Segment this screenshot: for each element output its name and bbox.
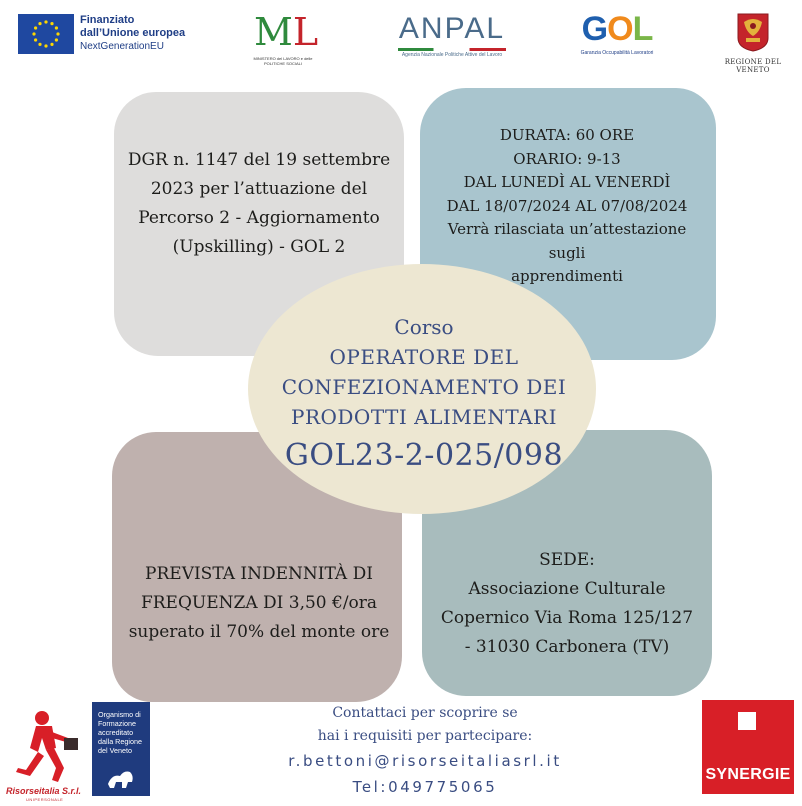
certificate-line: apprendimenti bbox=[511, 267, 623, 285]
risorseitalia-subtitle: UNIPERSONALE bbox=[26, 797, 64, 802]
contact-intro-line2: hai i requisiti per partecipare: bbox=[317, 728, 533, 744]
dates-line: DAL 18/07/2024 AL 07/08/2024 bbox=[446, 196, 688, 215]
ministero-lavoro-logo bbox=[248, 10, 318, 68]
venue-line: Copernico Via Roma 125/127 bbox=[440, 608, 694, 628]
duration-line: DURATA: 60 ORE bbox=[499, 126, 635, 144]
venue-text bbox=[430, 546, 704, 662]
eu-caption-line2: dall’Unione europea bbox=[80, 27, 186, 39]
contact-intro-line1: Contattaci per scoprire se bbox=[332, 705, 518, 721]
venue-line: - 31030 Carbonera (TV) bbox=[464, 637, 670, 657]
synergie-square-icon bbox=[738, 712, 756, 730]
course-name-line: CONFEZIONAMENTO DEI bbox=[281, 375, 567, 399]
eu-funding-logo bbox=[18, 14, 218, 58]
eu-caption bbox=[80, 14, 185, 53]
dgr-line: 2023 per l’attuazione del bbox=[150, 179, 368, 199]
contact-email-link[interactable]: r.bettoni@risorseitaliasrl.it bbox=[288, 752, 562, 770]
lion-of-saint-mark-icon bbox=[734, 12, 772, 52]
contact-block bbox=[230, 702, 620, 800]
accreditation-text: Organismo di Formazione accreditato dalla Regione del Veneto bbox=[98, 710, 142, 755]
eu-flag-icon bbox=[18, 14, 74, 54]
allowance-line: superato il 70% del monte ore bbox=[128, 622, 390, 642]
venue-line: SEDE: bbox=[539, 550, 595, 570]
eu-caption-line3: NextGenerationEU bbox=[80, 41, 164, 52]
risorseitalia-wordmark: Risorseitalia S.r.l. bbox=[6, 786, 82, 796]
running-man-icon bbox=[12, 708, 82, 786]
anpal-tricolor-bar bbox=[398, 48, 506, 51]
days-line: DAL LUNEDÌ AL VENERDÌ bbox=[463, 173, 671, 191]
eu-caption-line1: Finanziato bbox=[80, 14, 135, 26]
gol-logo bbox=[574, 10, 660, 60]
dgr-line: Percorso 2 - Aggiornamento bbox=[138, 208, 380, 228]
course-name-line: OPERATORE DEL bbox=[329, 345, 519, 369]
gol-caption: Garanzia Occupabilità Lavoratori bbox=[580, 50, 654, 56]
course-title bbox=[262, 312, 586, 478]
anpal-caption: Agenzia Nazionale Politiche Attive del Lavoro bbox=[401, 52, 503, 58]
veneto-lion-icon bbox=[106, 766, 136, 790]
dgr-reference-text bbox=[118, 146, 400, 262]
hours-line: ORARIO: 9-13 bbox=[513, 149, 621, 168]
dgr-line: (Upskilling) - GOL 2 bbox=[172, 237, 346, 257]
gol-letter-l: L bbox=[632, 10, 653, 48]
ministero-mark-l: L bbox=[292, 10, 319, 54]
course-label: Corso bbox=[394, 315, 454, 339]
regione-veneto-caption: REGIONE DEL VENETO bbox=[724, 58, 782, 74]
allowance-line: PREVISTA INDENNITÀ DI bbox=[145, 564, 373, 584]
ministero-mark bbox=[254, 10, 318, 54]
venue-line: Associazione Culturale bbox=[468, 579, 666, 599]
schedule-text bbox=[430, 124, 704, 289]
gol-wordmark bbox=[574, 10, 660, 48]
course-code: GOL23-2-025/098 bbox=[284, 438, 564, 473]
gol-letter-g: G bbox=[581, 10, 608, 48]
contact-phone-link[interactable]: Tel:049775065 bbox=[352, 778, 498, 796]
dgr-line: DGR n. 1147 del 19 settembre bbox=[127, 150, 391, 170]
certificate-line: Verrà rilasciata un’attestazione sugli bbox=[447, 220, 687, 262]
anpal-logo bbox=[386, 12, 518, 58]
synergie-wordmark: SYNERGIE bbox=[705, 766, 791, 783]
accreditation-badge bbox=[92, 702, 150, 796]
synergie-logo bbox=[702, 700, 794, 794]
ministero-mark-m: M bbox=[254, 10, 293, 54]
allowance-text bbox=[118, 560, 400, 647]
ministero-caption: MINISTERO del LAVORO e delle POLITICHE SOCIALI bbox=[253, 56, 313, 66]
risorseitalia-logo bbox=[6, 706, 84, 802]
anpal-wordmark: ANPAL bbox=[398, 12, 506, 45]
course-name-line: PRODOTTI ALIMENTARI bbox=[290, 405, 557, 429]
allowance-line: FREQUENZA DI 3,50 €/ora bbox=[140, 593, 378, 613]
gol-letter-o: O bbox=[607, 10, 633, 48]
regione-veneto-logo bbox=[718, 12, 788, 74]
